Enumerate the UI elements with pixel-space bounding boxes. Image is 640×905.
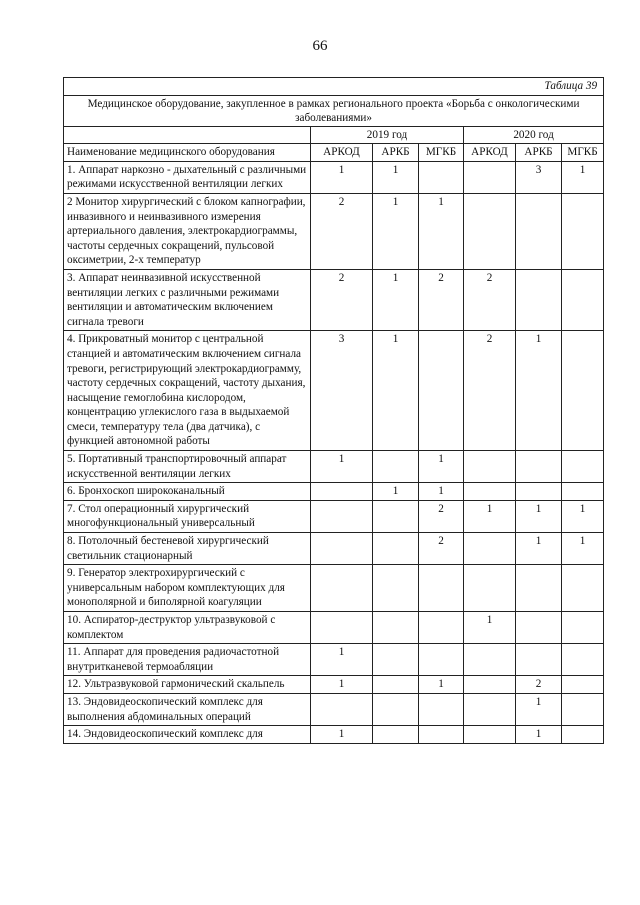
- quantity-cell: [419, 693, 464, 725]
- quantity-cell: [419, 161, 464, 193]
- quantity-cell: [464, 676, 516, 694]
- quantity-cell: 1: [562, 533, 604, 565]
- quantity-cell: 1: [419, 483, 464, 501]
- quantity-cell: [562, 676, 604, 694]
- table-row: [64, 565, 604, 612]
- quantity-cell: 1: [311, 161, 373, 193]
- equipment-name-cell: 8. Потолочный бестеневой хирургический светильник стационарный: [64, 533, 311, 565]
- equipment-name-cell: 4. Прикроватный монитор с центральной станцией и автоматическим включением сигнала тревоги, регистрирующий электрокардиограмму, частоту сердечных сокращений, частоту дыхания, насыщение гемоглобина кислородом, концентрацию углекислого газа в выдыхаемой смеси, температуру тела (два датчика), с функцией автономной работы: [64, 331, 311, 451]
- quantity-cell: [516, 644, 562, 676]
- quantity-cell: 2: [419, 269, 464, 330]
- quantity-cell: [464, 565, 516, 612]
- quantity-cell: [562, 331, 604, 451]
- quantity-cell: [516, 612, 562, 644]
- quantity-cell: [311, 565, 373, 612]
- quantity-cell: [373, 612, 419, 644]
- name-column-header: Наименование медицинского оборудования: [64, 144, 311, 162]
- quantity-cell: [419, 565, 464, 612]
- quantity-cell: 1: [464, 500, 516, 532]
- quantity-cell: [562, 193, 604, 269]
- quantity-cell: [464, 451, 516, 483]
- quantity-cell: [562, 483, 604, 501]
- quantity-cell: [516, 269, 562, 330]
- quantity-cell: 1: [311, 676, 373, 694]
- quantity-cell: 1: [419, 193, 464, 269]
- quantity-cell: 1: [419, 676, 464, 694]
- quantity-cell: [464, 533, 516, 565]
- quantity-cell: [562, 726, 604, 744]
- quantity-cell: [373, 693, 419, 725]
- table-row: [64, 193, 604, 269]
- quantity-cell: 2: [419, 500, 464, 532]
- quantity-cell: [464, 193, 516, 269]
- quantity-cell: 1: [516, 331, 562, 451]
- quantity-cell: 2: [311, 193, 373, 269]
- title-row: [64, 95, 604, 126]
- equipment-table: [63, 77, 604, 744]
- quantity-cell: 1: [516, 500, 562, 532]
- quantity-cell: [464, 693, 516, 725]
- org-header-2020-arkb: АРКБ: [516, 144, 562, 162]
- table-row: [64, 644, 604, 676]
- table-row: [64, 161, 604, 193]
- table-row: [64, 693, 604, 725]
- quantity-cell: [516, 565, 562, 612]
- quantity-cell: 1: [373, 269, 419, 330]
- equipment-name-cell: 14. Эндовидеоскопический комплекс для: [64, 726, 311, 744]
- quantity-cell: 1: [464, 612, 516, 644]
- quantity-cell: 1: [419, 451, 464, 483]
- table-row: [64, 483, 604, 501]
- quantity-cell: 1: [373, 193, 419, 269]
- table-caption: Таблица 39: [64, 78, 604, 96]
- quantity-cell: 1: [562, 500, 604, 532]
- quantity-cell: 3: [516, 161, 562, 193]
- equipment-name-cell: 7. Стол операционный хирургический многофункциональный универсальный: [64, 500, 311, 532]
- quantity-cell: [311, 500, 373, 532]
- table-row: [64, 726, 604, 744]
- caption-row: [64, 78, 604, 96]
- quantity-cell: [419, 331, 464, 451]
- quantity-cell: [373, 451, 419, 483]
- quantity-cell: [311, 693, 373, 725]
- table-title: Медицинское оборудование, закупленное в рамках регионального проекта «Борьба с онкологическими заболеваниями»: [64, 95, 604, 126]
- year-row: [64, 126, 604, 144]
- equipment-name-cell: 5. Портативный транспортировочный аппарат искусственной вентиляции легких: [64, 451, 311, 483]
- quantity-cell: 2: [464, 269, 516, 330]
- equipment-name-cell: 6. Бронхоскоп ширококанальный: [64, 483, 311, 501]
- table-row: [64, 676, 604, 694]
- quantity-cell: [311, 483, 373, 501]
- equipment-name-cell: 12. Ультразвуковой гармонический скальпель: [64, 676, 311, 694]
- quantity-cell: [419, 726, 464, 744]
- quantity-cell: 1: [311, 644, 373, 676]
- org-header-2020-mgkb: МГКБ: [562, 144, 604, 162]
- quantity-cell: [562, 451, 604, 483]
- quantity-cell: [562, 693, 604, 725]
- org-header-2019-mgkb: МГКБ: [419, 144, 464, 162]
- equipment-name-cell: 3. Аппарат неинвазивной искусственной вентиляции легких с различными режимами вентиляции и автоматическим включением сигнала тревоги: [64, 269, 311, 330]
- quantity-cell: 2: [464, 331, 516, 451]
- equipment-name-cell: 13. Эндовидеоскопический комплекс для выполнения абдоминальных операций: [64, 693, 311, 725]
- quantity-cell: [464, 483, 516, 501]
- table-row: [64, 269, 604, 330]
- quantity-cell: 1: [311, 726, 373, 744]
- quantity-cell: [373, 533, 419, 565]
- year-2020-header: 2020 год: [464, 126, 604, 144]
- year-2019-header: 2019 год: [311, 126, 464, 144]
- quantity-cell: [311, 533, 373, 565]
- quantity-cell: [464, 644, 516, 676]
- quantity-cell: 2: [516, 676, 562, 694]
- quantity-cell: 1: [311, 451, 373, 483]
- table-row: [64, 500, 604, 532]
- quantity-cell: [373, 676, 419, 694]
- equipment-name-cell: 9. Генератор электрохирургический с универсальным набором комплектующих для монополярной и биполярной коагуляции: [64, 565, 311, 612]
- org-header-2019-arkod: АРКОД: [311, 144, 373, 162]
- table-row: [64, 451, 604, 483]
- quantity-cell: [373, 565, 419, 612]
- quantity-cell: [562, 565, 604, 612]
- equipment-name-cell: 1. Аппарат наркозно - дыхательный с различными режимами искусственной вентиляции легких: [64, 161, 311, 193]
- quantity-cell: [516, 451, 562, 483]
- quantity-cell: [373, 500, 419, 532]
- quantity-cell: 2: [419, 533, 464, 565]
- quantity-cell: [419, 644, 464, 676]
- org-header-2020-arkod: АРКОД: [464, 144, 516, 162]
- equipment-name-cell: 10. Аспиратор-деструктор ультразвуковой с комплектом: [64, 612, 311, 644]
- quantity-cell: 2: [311, 269, 373, 330]
- table-row: [64, 612, 604, 644]
- table-row: [64, 331, 604, 451]
- column-header-row: [64, 144, 604, 162]
- quantity-cell: [562, 644, 604, 676]
- org-header-2019-arkb: АРКБ: [373, 144, 419, 162]
- quantity-cell: 1: [373, 161, 419, 193]
- quantity-cell: 1: [373, 331, 419, 451]
- quantity-cell: [464, 726, 516, 744]
- quantity-cell: [419, 612, 464, 644]
- equipment-name-cell: 2 Монитор хирургический с блоком капнографии, инвазивного и неинвазивного измерения артериального давления, электрокардиограммы, частоты сердечных сокращений, пульсовой оксиметрии, 2-х температур: [64, 193, 311, 269]
- quantity-cell: 1: [516, 533, 562, 565]
- quantity-cell: 1: [516, 726, 562, 744]
- quantity-cell: 1: [562, 161, 604, 193]
- year-blank-cell: [64, 126, 311, 144]
- quantity-cell: [516, 193, 562, 269]
- quantity-cell: [373, 644, 419, 676]
- quantity-cell: 3: [311, 331, 373, 451]
- quantity-cell: [562, 269, 604, 330]
- equipment-name-cell: 11. Аппарат для проведения радиочастотной внутритканевой термоабляции: [64, 644, 311, 676]
- quantity-cell: [464, 161, 516, 193]
- quantity-cell: [516, 483, 562, 501]
- table-row: [64, 533, 604, 565]
- quantity-cell: [373, 726, 419, 744]
- quantity-cell: 1: [373, 483, 419, 501]
- page-number: 66: [312, 38, 328, 54]
- quantity-cell: 1: [516, 693, 562, 725]
- quantity-cell: [562, 612, 604, 644]
- quantity-cell: [311, 612, 373, 644]
